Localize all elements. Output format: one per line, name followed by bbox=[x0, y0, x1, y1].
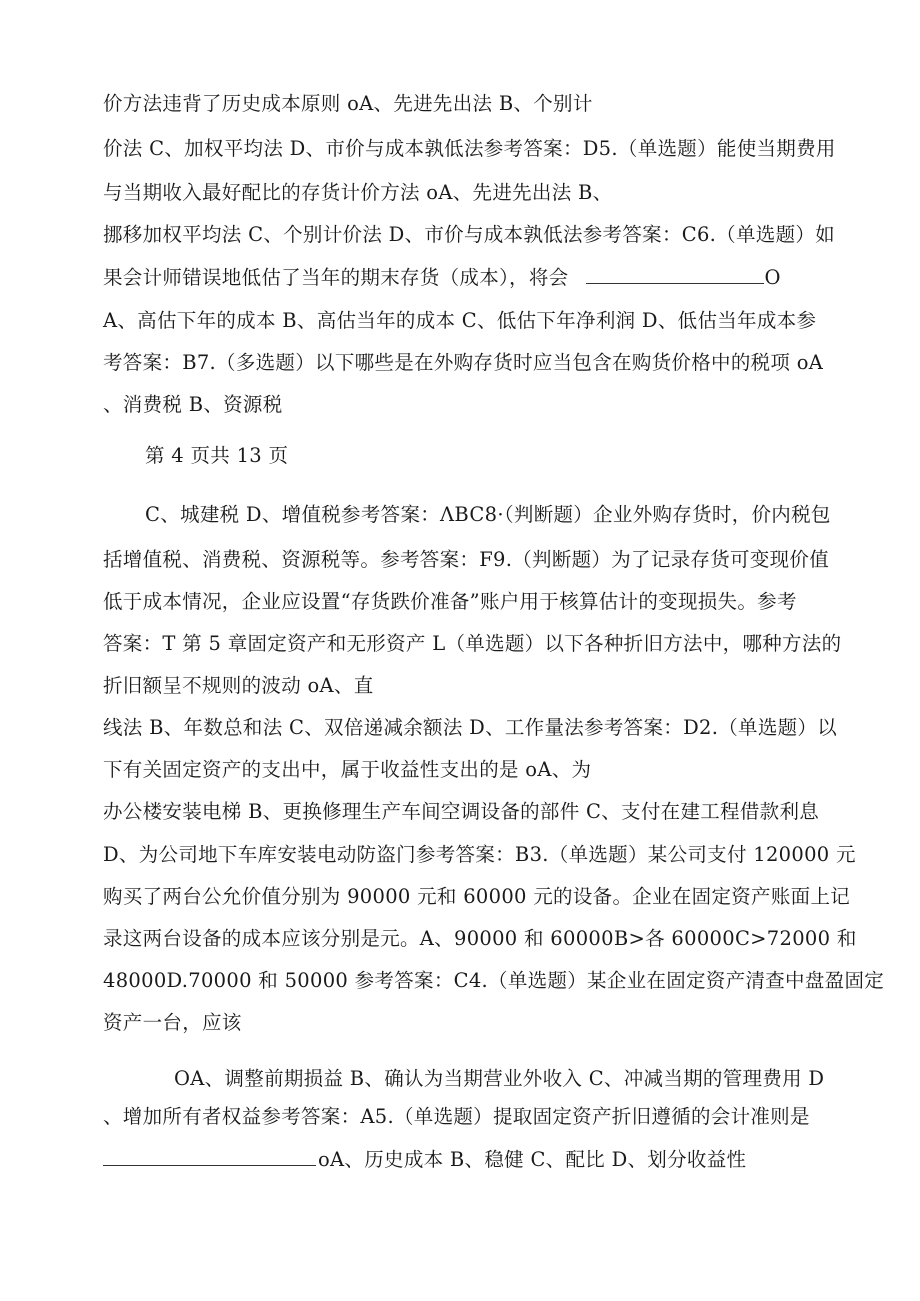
text-line: 下有关固定资产的支出中，属于收益性支出的是 oA、为 bbox=[103, 758, 592, 781]
text-line: 录这两台设备的成本应该分别是元。A、90000 和 60000B>各 60000C>72000 和 bbox=[103, 927, 857, 950]
text-line-with-blank bbox=[103, 1147, 746, 1173]
text-line: 48000D.70000 和 50000 参考答案：C4.（单选题）某企业在固定资产清查中盘盈固定 bbox=[103, 969, 885, 992]
text-segment: 果会计师错误地低估了当年的期末存货（成本），将会 bbox=[103, 266, 569, 289]
text-line: 、增加所有者权益参考答案：A5.（单选题）提取固定资产折旧遵循的会计准则是 bbox=[103, 1105, 810, 1128]
text-segment: oA、历史成本 B、稳健 C、配比 D、划分收益性 bbox=[318, 1148, 747, 1171]
text-line: 购买了两台公允价值分别为 90000 元和 60000 元的设备。企业在固定资产账面上记 bbox=[103, 885, 851, 908]
text-line: 折旧额呈不规则的波动 oA、直 bbox=[103, 674, 374, 697]
text-line: 资产一台，应该 bbox=[103, 1011, 242, 1034]
text-line: A、高估下年的成本 B、高估当年的成本 C、低估下年净利润 D、低估当年成本参 bbox=[103, 309, 817, 332]
text-line: OA、调整前期损益 B、确认为当期营业外收入 C、冲减当期的管理费用 D bbox=[174, 1067, 825, 1090]
fill-in-blank bbox=[586, 265, 764, 284]
text-line: 办公楼安装电梯 B、更换修理生产车间空调设备的部件 C、支付在建工程借款利息 bbox=[103, 800, 820, 823]
text-line: 与当期收入最好配比的存货计价方法 oA、先进先出法 B、 bbox=[103, 181, 613, 204]
text-line: 答案：T 第 5 章固定资产和无形资产 L（单选题）以下各种折旧方法中，哪种方法的 bbox=[103, 632, 842, 655]
text-line: 低于成本情况，企业应设置“存货跌价准备”账户用于核算估计的变现损失。参考 bbox=[103, 590, 797, 613]
text-line-with-blank bbox=[103, 265, 781, 291]
text-segment: O bbox=[764, 266, 781, 289]
text-line: C、城建税 D、增值税参考答案：ΛBC8·（判断题）企业外购存货时，价内税包 bbox=[145, 503, 831, 526]
text-line: 价法 C、加权平均法 D、市价与成本孰低法参考答案：D5.（单选题）能使当期费用 bbox=[103, 137, 836, 160]
page-number: 第 4 页共 13 页 bbox=[145, 444, 289, 467]
text-line: 挪移加权平均法 C、个别计价法 D、市价与成本孰低法参考答案：C6.（单选题）如 bbox=[103, 223, 835, 246]
text-line: 价方法违背了历史成本原则 oA、先进先出法 B、个别计 bbox=[103, 92, 593, 115]
text-line: 线法 B、年数总和法 C、双倍递减余额法 D、工作量法参考答案：D2.（单选题）以 bbox=[103, 716, 838, 739]
text-line: 括增值税、消费税、资源税等。参考答案：F9.（判断题）为了记录存货可变现价值 bbox=[103, 548, 830, 571]
text-line: 考答案：B7.（多选题）以下哪些是在外购存货时应当包含在购货价格中的税项 oA bbox=[103, 351, 824, 374]
text-line: 、消费税 B、资源税 bbox=[103, 393, 283, 416]
text-line: D、为公司地下车库安装电动防盗门参考答案：B3.（单选题）某公司支付 120000 元 bbox=[103, 843, 856, 866]
fill-in-blank bbox=[103, 1147, 316, 1166]
